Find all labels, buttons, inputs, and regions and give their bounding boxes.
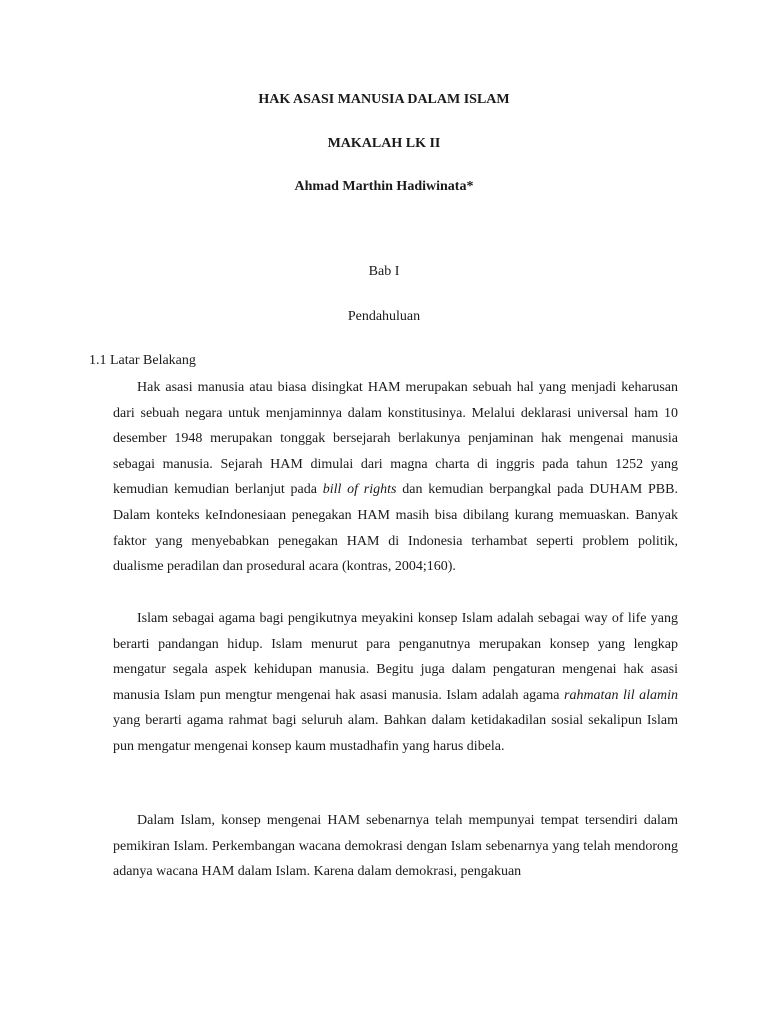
paragraph-1-text-b: dan kemudian berpangkal pada DUHAM PBB. Dalam konteks keIndonesiaan penegakan HAM masih bisa dibilang kurang memuaskan. Banyak faktor yang menyebabkan penegakan HAM di Indonesia terhambat seperti problem politik, dualisme peradilan dan prosedural acara (kontras, 2004;160).	[113, 482, 678, 575]
paragraph-2	[113, 606, 678, 760]
paragraph-1-text-a: Hak asasi manusia atau biasa disingkat HAM merupakan sebuah hal yang menjadi keharusan dari sebuah negara untuk menjaminnya dalam konstitusinya. Melalui deklarasi universal ham 10 desember 1948 merupakan tonggak bersejarah berlakunya penjaminan hak mengenai manusia sebagai manusia. Sejarah HAM dimulai dari magna charta di inggris pada tahun 1252 yang kemudian kemudian berlanjut pada	[113, 380, 678, 498]
document-subtitle: MAKALAH LK II	[327, 136, 441, 151]
paragraph-3	[113, 808, 678, 885]
chapter-number: Bab I	[368, 264, 400, 279]
author-name: Ahmad Marthin Hadiwinata*	[294, 179, 474, 194]
paragraph-2-emphasis: rahmatan lil alamin	[564, 687, 678, 703]
paragraph-3-text: Dalam Islam, konsep mengenai HAM sebenarnya telah mempunyai tempat tersendiri dalam pemikiran Islam. Perkembangan wacana demokrasi dengan Islam sebenarnya yang telah mendorong adanya wacana HAM dalam Islam. Karena dalam demokrasi, pengakuan	[113, 813, 678, 880]
paragraph-1	[113, 375, 678, 580]
section-heading: 1.1 Latar Belakang	[89, 353, 196, 368]
paragraph-2-text-a: Islam sebagai agama bagi pengikutnya meyakini konsep Islam adalah sebagai way of life yang berarti pandangan hidup. Islam menurut para penganutnya merupakan konsep yang lengkap mengatur segala aspek kehidupan manusia. Begitu juga dalam pengaturan mengenai hak asasi manusia Islam pun mengtur mengenai hak asasi manusia. Islam adalah agama	[113, 611, 678, 703]
document-title: HAK ASASI MANUSIA DALAM ISLAM	[258, 92, 510, 107]
chapter-title: Pendahuluan	[347, 309, 421, 324]
paragraph-1-emphasis: bill of rights	[322, 482, 397, 498]
paragraph-2-text-b: yang berarti agama rahmat bagi seluruh alam. Bahkan dalam ketidakadilan sosial sekalipun Islam pun mengatur mengenai konsep kaum mustadhafin yang harus dibela.	[113, 713, 678, 754]
